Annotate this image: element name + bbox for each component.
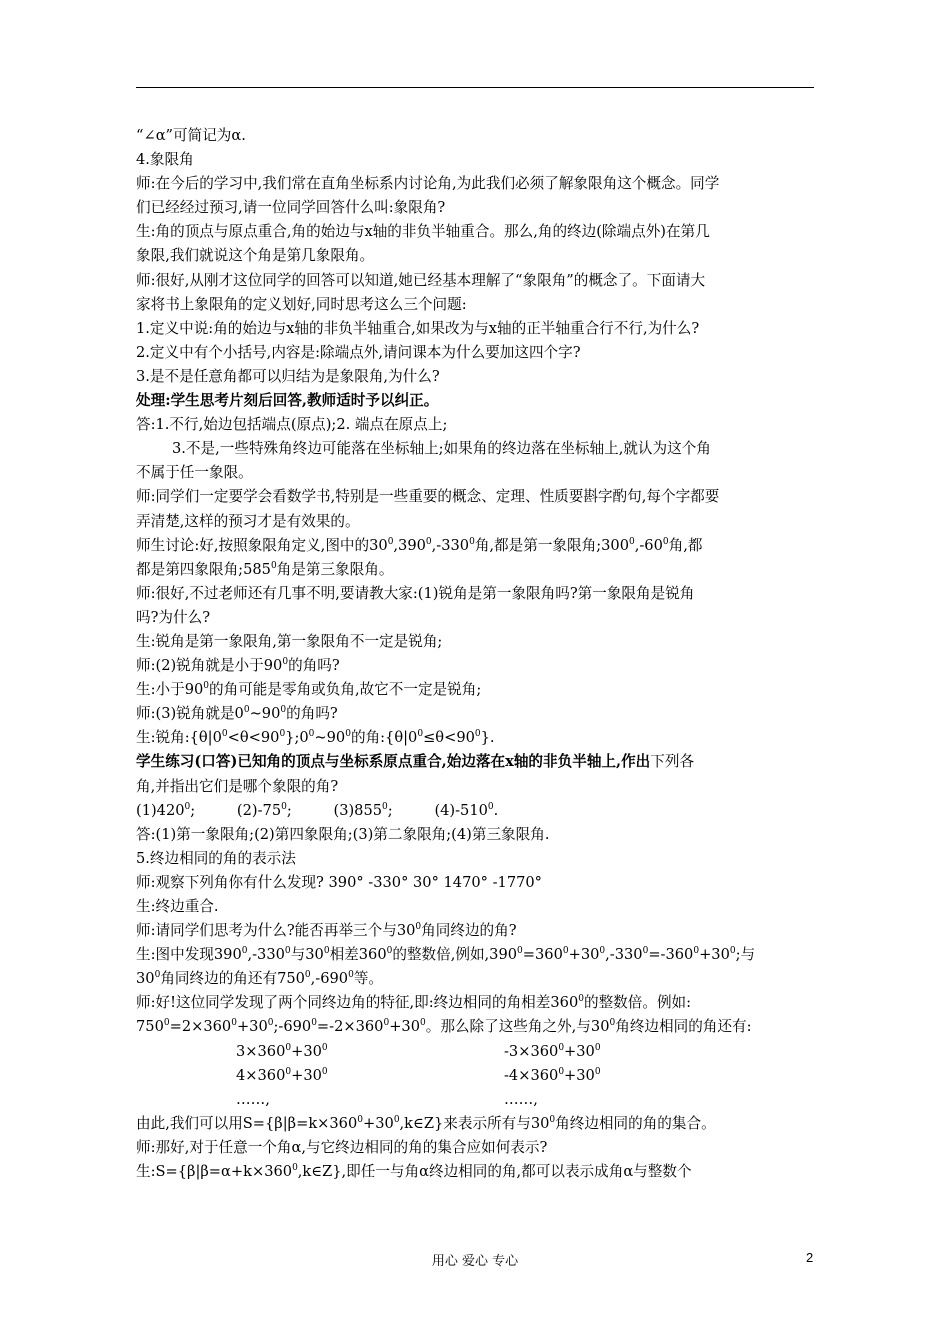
bold-text: 学生练习(口答)已知角的顶点与坐标系原点重合,始边落在x轴的非负半轴上,作出	[136, 753, 651, 771]
text-line: 吗?为什么?	[136, 608, 211, 626]
section-heading: 4.象限角	[136, 151, 194, 169]
text-line: 师:(3)锐角就是$0^0\sim 90^0$的角吗?	[136, 705, 338, 723]
text-span: 角是第三象限角。	[276, 560, 394, 578]
text-line: 生:终边重合.	[136, 898, 219, 915]
text-line: 师:同学们一定要学会看数学书,特别是一些重要的概念、定理、性质要斟字酌句,每个字都要	[136, 488, 720, 506]
text-line: 们已经经过预习,请一位同学回答什么叫:象限角?	[136, 199, 446, 217]
text-line: 师生讨论:好,按照象限角定义,图中的$30^0,390^0,-330^0$角,都是第一象限角$;300^0,-60^0$角,都	[136, 536, 703, 554]
formula-row	[136, 1040, 816, 1064]
text-line: 3.不是,一些特殊角终边可能落在坐标轴上;如果角的终边落在坐标轴上,就认为这个角	[172, 440, 711, 458]
text-line: 师:在今后的学习中,我们常在直角坐标系内讨论角,为此我们必须了解象限角这个概念。同学	[136, 175, 720, 193]
question-item: 2.定义中有个小括号,内容是:除端点外,请问课本为什么要加这四个字?	[136, 343, 581, 361]
text-line: 师:那好,对于任意一个角α,与它终边相同的角的集合应如何表示?	[136, 1138, 548, 1156]
text-line: 答:1.不行,始边包括端点(原点);2. 端点在原点上;	[136, 416, 448, 434]
text-line: 答:(1)第一象限角;(2)第四象限角;(3)第二象限角;(4)第三象限角.	[136, 825, 550, 843]
formula-cell: ……,	[236, 1090, 270, 1108]
header-rule	[136, 87, 814, 88]
text-line: 生:锐角$:\{\theta|0^0<\theta<90^0\};0^0\sim 90^0$的角$:\{\theta|0^0\le\theta<90^0\}$.	[136, 729, 495, 747]
bold-instruction: 处理:学生思考片刻后回答,教师适时予以纠正。	[136, 392, 439, 410]
exercise-items: $(1)420^0$; $(2)-75^0$; $(3)855^0$; $(4)-510^0$.	[136, 801, 499, 819]
document-body	[136, 124, 816, 1184]
page-number: 2	[806, 1250, 814, 1265]
text-line: 生:锐角是第一象限角,第一象限角不一定是锐角;	[136, 632, 443, 650]
text-line: “∠α”可简记为α.	[136, 127, 246, 144]
text-line: 师:很好,不过老师还有几事不明,要请教大家:(1)锐角是第一象限角吗?第一象限角是锐角	[136, 584, 695, 602]
formula-cell: $-3\times 360^0+30^0$	[504, 1042, 601, 1060]
text-line: 象限,我们就说这个角是第几象限角。	[136, 247, 375, 265]
text-line: 生:小于$90^0$的角可能是零角或负角,故它不一定是锐角;	[136, 681, 482, 699]
question-item: 3.是不是任意角都可以归结为是象限角,为什么?	[136, 367, 440, 385]
text-line: 生$:S=\{\beta|\beta=\alpha+k\times 360^0,k\in Z\}$,即任一与角α终边相同的角,都可以表示成角α与整数个	[136, 1163, 692, 1181]
text-line: 师:好!这位同学发现了两个同终边角的特征,即:终边相同的角相差$360^0$的整数倍。例如:	[136, 994, 692, 1012]
text-line: 都是第四象限角$;585^0$角是第三象限角。	[136, 560, 394, 578]
text-line: $30^0$角同终边的角还有$750^0,-690^0$等。	[136, 970, 384, 988]
text-line: 弄清楚,这样的预习才是有效果的。	[136, 512, 360, 530]
text-line: 不属于任一象限。	[136, 464, 253, 482]
text-line: 师:很好,从刚才这位同学的回答可以知道,她已经基本理解了“象限角”的概念了。下面请大	[136, 271, 706, 289]
text-line: $750^0=2\times 360^0+30^0;-690^0=-2\times 360^0+30^0$。那么除了这些角之外,与$30^0$角终边相同的角还有:	[136, 1018, 752, 1036]
text-line: 师:(2)锐角就是小于$90^0$的角吗?	[136, 657, 340, 675]
exercise-heading	[136, 750, 816, 774]
text-line: 师:请同学们思考为什么?能否再举三个与$30^0$角同终边的角?	[136, 922, 517, 940]
text-line: 生:角的顶点与原点重合,角的始边与x轴的非负半轴重合。那么,角的终边(除端点外)在第几	[136, 223, 710, 241]
formula-cell: ……,	[504, 1090, 538, 1108]
formula-row	[136, 1088, 816, 1112]
formula-cell: $3\times 360^0+30^0$	[236, 1042, 328, 1060]
footer-slogan: 用心 爱心 专心	[431, 1254, 519, 1269]
text-line: 师:观察下列角你有什么发现? 390° -330° 30° 1470° -1770°	[136, 873, 542, 891]
formula-cell: $-4\times 360^0+30^0$	[504, 1066, 601, 1084]
text-line: 角,并指出它们是哪个象限的角?	[136, 777, 339, 795]
text-line: 由此,我们可以用$S=\{\beta|\beta=k\times 360^0+30^0,k\in Z\}$来表示所有与$30^0$角终边相同的角的集合。	[136, 1114, 716, 1132]
text-span: 下列各	[650, 753, 695, 771]
section-heading: 5.终边相同的角的表示法	[136, 849, 296, 867]
question-item: 1.定义中说:角的始边与x轴的非负半轴重合,如果改为与x轴的正半轴重合行不行,为什么?	[136, 319, 700, 337]
formula-cell: $4\times 360^0+30^0$	[236, 1066, 328, 1084]
text-line: 家将书上象限角的定义划好,同时思考这么三个问题:	[136, 295, 467, 313]
formula-row	[136, 1064, 816, 1088]
text-span: 都是第四象限角;585	[136, 560, 271, 578]
text-line: 生:图中发现$390^0,-330^0$与$30^0$相差$360^0$的整数倍,例如$,390^0=360^0+30^0,-330^0=-360^0+30^0$;与	[136, 946, 756, 964]
